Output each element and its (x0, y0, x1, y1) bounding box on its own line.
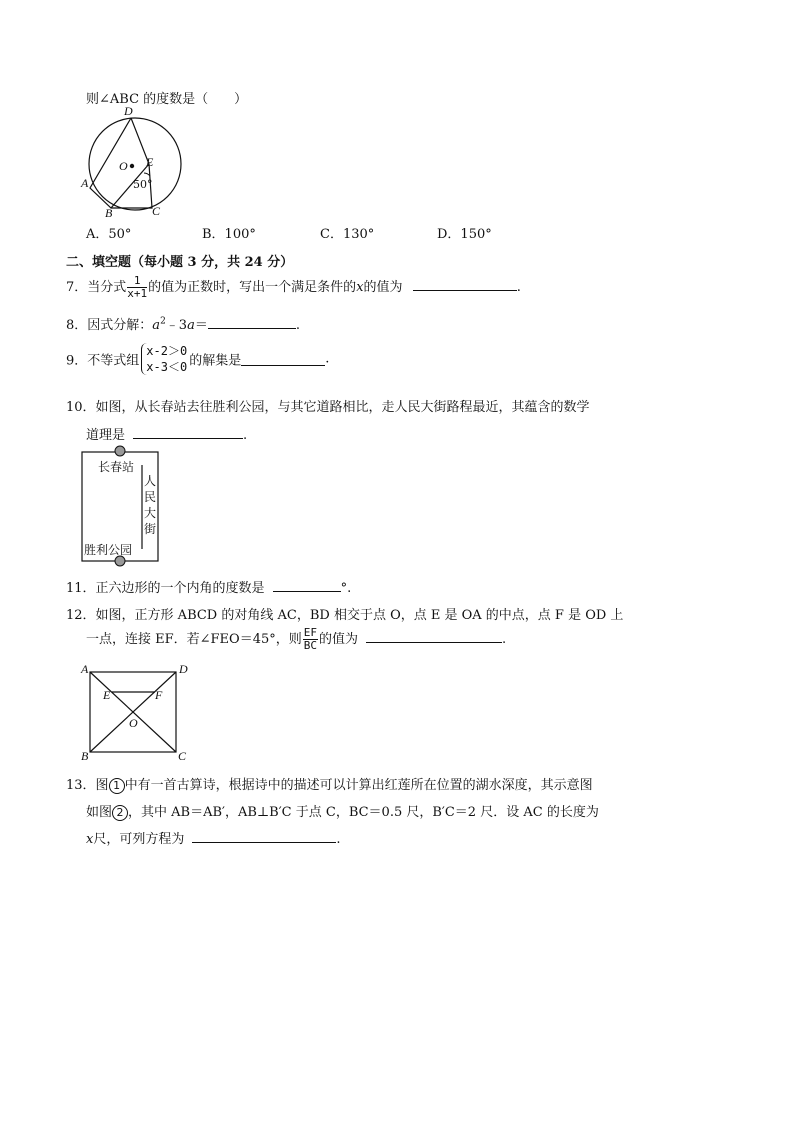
q12-number: 12． (66, 608, 96, 623)
q13-number: 13． (66, 778, 96, 793)
q8-a: a (152, 318, 161, 333)
q7-post: 的值为正数时，写出一个满足条件的 (148, 280, 357, 295)
q7-frac-den: x+1 (127, 287, 148, 300)
label-e: E (146, 155, 154, 169)
q7-fraction (127, 275, 147, 300)
q7 (66, 274, 521, 302)
q12-line2 (86, 626, 506, 654)
street-char-2: 民 (144, 490, 157, 504)
station-label: 长春站 (98, 460, 135, 474)
q7-post2: 的值为 (363, 280, 403, 295)
section-title: 二、填空题（每小题 3 分，共 24 分） (66, 255, 294, 270)
q8-number: 8． (66, 318, 88, 333)
q9-line2: x-3＜0 (146, 360, 188, 374)
label-f: F (155, 688, 163, 702)
q11-number: 11． (66, 581, 96, 596)
street-char-1: 人 (144, 474, 157, 488)
q13-line3 (86, 828, 341, 847)
q8-minus3: ﹣3 (165, 318, 188, 333)
q9-post: 的解集是 (189, 353, 242, 369)
q11-answer-blank[interactable] (273, 578, 341, 592)
street-char-4: 街 (144, 522, 157, 536)
q6-option-c: C．130° (320, 227, 375, 242)
q8-eq: ＝ (194, 318, 208, 333)
q13-var: x (86, 832, 94, 847)
q10-number: 10． (66, 400, 96, 415)
q10-text2: 道理是 (86, 428, 126, 443)
q13-text1b: 中有一首古算诗，根据诗中的描述可以计算出红莲所在位置的湖水深度，其示意图 (124, 778, 593, 793)
label-d: D (124, 104, 133, 118)
q8 (66, 314, 300, 333)
q12-square-figure (78, 662, 190, 766)
q12-line1 (66, 604, 623, 623)
circled-number-2: 2 (112, 805, 128, 821)
q10-line1 (66, 396, 590, 415)
q10-end: . (243, 428, 248, 443)
label-d: D (179, 662, 188, 676)
q12-fraction (303, 627, 318, 652)
q6-circle-figure (78, 104, 188, 220)
label-o: O (129, 716, 138, 730)
q10-line2 (86, 424, 247, 443)
q13-answer-blank[interactable] (192, 829, 336, 843)
q12-text1: 如图，正方形 ABCD 的对角线 AC，BD 相交于点 O，点 E 是 OA 的中点，点 F 是 OD 上 (95, 608, 624, 623)
q8-a2: a (187, 318, 195, 333)
q9-end: . (325, 351, 330, 367)
q9-pre: 不等式组 (87, 353, 140, 369)
q9 (66, 343, 329, 375)
q12-frac-num: EF (303, 626, 317, 639)
q12-frac-den: BC (303, 639, 317, 652)
q13-line2 (86, 801, 599, 821)
q8-pre: 因式分解： (87, 318, 153, 333)
label-b: B (105, 206, 113, 220)
label-o: O (119, 159, 128, 173)
label-b: B (81, 749, 89, 763)
q8-sup: 2 (160, 316, 166, 327)
q10-answer-blank[interactable] (133, 425, 243, 439)
q8-end: . (295, 318, 300, 333)
q12-text2: 一点，连接 EF．若∠FEO＝45°，则 (86, 632, 302, 647)
q9-number: 9． (66, 353, 88, 369)
q11-unit: ° (340, 581, 348, 596)
q6-option-b: B．100° (202, 227, 256, 242)
q12-text3: 的值为 (319, 632, 359, 647)
q13-text3: 尺，可列方程为 (93, 832, 185, 847)
q12-answer-blank[interactable] (366, 629, 502, 643)
circled-number-1: 1 (109, 778, 125, 794)
q13-line1 (66, 774, 593, 794)
q7-pre: 当分式 (87, 280, 127, 295)
q9-answer-blank[interactable] (241, 352, 325, 366)
q13-end: . (336, 832, 341, 847)
q9-line1: x-2＞0 (146, 344, 188, 358)
q7-var: x (356, 280, 364, 295)
street-char-3: 大 (144, 506, 157, 520)
q9-system (141, 343, 187, 375)
angle-label: 50° (133, 178, 153, 191)
park-label: 胜利公园 (84, 543, 133, 557)
q12-end: . (502, 632, 507, 647)
q7-frac-num: 1 (127, 275, 147, 288)
label-a: A (81, 176, 89, 190)
q8-answer-blank[interactable] (208, 315, 296, 329)
q6-question-text: 则∠ABC 的度数是（ ） (86, 92, 248, 107)
q7-answer-blank[interactable] (413, 277, 517, 291)
q13-text1a: 图 (95, 778, 109, 793)
q10-map-figure (80, 443, 162, 569)
label-a: A (81, 662, 89, 676)
street-label (144, 473, 158, 537)
label-e: E (103, 688, 111, 702)
q7-end: . (516, 280, 521, 295)
label-c: C (152, 204, 161, 218)
q10-text1: 如图，从长春站去往胜利公园，与其它道路相比，走人民大街路程最近，其蕴含的数学 (95, 400, 590, 415)
q13-text2b: ，其中 AB＝AB′，AB⊥B′C 于点 C，BC＝0.5 尺，B′C＝2 尺．设 AC 的长度为 (128, 805, 599, 820)
q6-option-a: A．50° (86, 227, 132, 242)
q7-number: 7． (66, 280, 88, 295)
q11 (66, 577, 351, 596)
q11-end: . (347, 581, 352, 596)
q6-option-d: D．150° (437, 227, 492, 242)
q13-text2a: 如图 (86, 805, 113, 820)
q11-text: 正六边形的一个内角的度数是 (95, 581, 265, 596)
label-c: C (178, 749, 187, 763)
